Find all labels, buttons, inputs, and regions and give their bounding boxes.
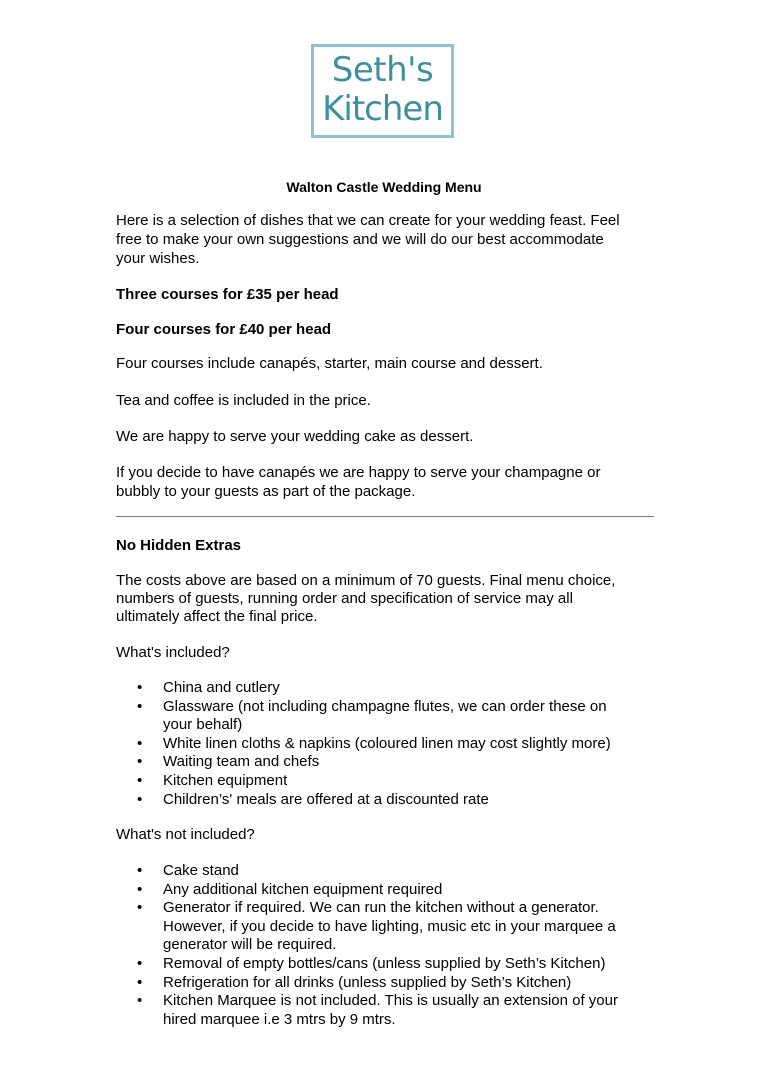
seths-kitchen-logo bbox=[311, 44, 454, 138]
bullet-icon: • bbox=[137, 880, 143, 898]
item-text: Removal of empty bottles/cans (unless supplied by Seth’s Kitchen) bbox=[163, 954, 606, 972]
item-text: Waiting team and chefs bbox=[163, 753, 320, 771]
item-text: White linen cloths & napkins (coloured linen may cost slightly more) bbox=[163, 734, 611, 752]
hidden-extras-line-1: The costs above are based on a minimum of 70 guests. Final menu choice, bbox=[116, 572, 616, 589]
list-item bbox=[116, 753, 658, 772]
not-included-heading: What's not included? bbox=[116, 826, 255, 843]
list-item bbox=[116, 881, 658, 900]
list-item bbox=[116, 791, 658, 810]
list-item bbox=[116, 735, 658, 754]
bullet-icon: • bbox=[137, 771, 143, 789]
list-item bbox=[116, 974, 658, 993]
list-item bbox=[116, 772, 658, 791]
item-text-continued: your behalf) bbox=[163, 716, 243, 734]
price-three-courses: Three courses for £35 per head bbox=[116, 286, 339, 303]
item-text: Glassware (not including champagne flutes, we can order these on bbox=[163, 697, 607, 715]
intro-line-2: free to make your own suggestions and we will do our best accommodate bbox=[116, 231, 604, 248]
bullet-icon: • bbox=[137, 992, 143, 1010]
hidden-extras-heading: No Hidden Extras bbox=[116, 537, 242, 554]
bullet-icon: • bbox=[137, 753, 143, 771]
item-text-continued: hired marquee i.e 3 mtrs by 9 mtrs. bbox=[163, 1010, 396, 1028]
section-divider bbox=[116, 516, 654, 517]
list-item bbox=[116, 698, 658, 735]
bullet-icon: • bbox=[137, 954, 143, 972]
item-text: Kitchen equipment bbox=[163, 771, 288, 789]
price-four-courses: Four courses for £40 per head bbox=[116, 321, 332, 338]
included-list bbox=[116, 679, 658, 809]
bullet-icon: • bbox=[137, 734, 143, 752]
bullet-icon: • bbox=[137, 862, 143, 879]
four-courses-note: Four courses include canapés, starter, main course and dessert. bbox=[116, 355, 543, 372]
logo-line-2: Kitchen bbox=[322, 89, 443, 129]
bullet-icon: • bbox=[137, 790, 143, 808]
intro-line-3: your wishes. bbox=[116, 250, 200, 267]
intro-line-1: Here is a selection of dishes that we can create for your wedding feast. Feel bbox=[116, 212, 620, 229]
logo-line-1: Seth's bbox=[331, 50, 434, 90]
item-text: Refrigeration for all drinks (unless supplied by Seth’s Kitchen) bbox=[163, 973, 572, 991]
included-heading: What's included? bbox=[116, 644, 230, 661]
list-item bbox=[116, 955, 658, 974]
list-item bbox=[116, 862, 658, 881]
page-title: Walton Castle Wedding Menu bbox=[286, 179, 482, 195]
item-text: Kitchen Marquee is not included. This is usually an extension of your bbox=[163, 992, 618, 1010]
hidden-extras-line-3: ultimately affect the final price. bbox=[116, 608, 318, 625]
bullet-icon: • bbox=[137, 697, 143, 715]
not-included-list bbox=[116, 862, 658, 1029]
wedding-cake-note: We are happy to serve your wedding cake as dessert. bbox=[116, 428, 474, 445]
item-text: Any additional kitchen equipment required bbox=[163, 880, 443, 898]
list-item bbox=[116, 992, 658, 1029]
bullet-icon: • bbox=[137, 973, 143, 991]
tea-coffee-note: Tea and coffee is included in the price. bbox=[116, 392, 371, 409]
list-item bbox=[116, 899, 658, 955]
bullet-icon: • bbox=[137, 679, 143, 696]
canapes-note-line-2: bubbly to your guests as part of the package. bbox=[116, 483, 416, 500]
item-text: Cake stand bbox=[163, 862, 239, 879]
list-item bbox=[116, 679, 658, 698]
item-text: China and cutlery bbox=[163, 679, 280, 696]
hidden-extras-line-2: numbers of guests, running order and specification of service may all bbox=[116, 590, 573, 607]
bullet-icon: • bbox=[137, 899, 143, 917]
item-text-continued: generator will be required. bbox=[163, 936, 337, 954]
canapes-note-line-1: If you decide to have canapés we are happy to serve your champagne or bbox=[116, 464, 601, 481]
item-text: Generator if required. We can run the kitchen without a generator. bbox=[163, 899, 599, 917]
item-text-continued: However, if you decide to have lighting, music etc in your marquee a bbox=[163, 917, 616, 935]
item-text: Children’s' meals are offered at a discounted rate bbox=[163, 790, 489, 808]
